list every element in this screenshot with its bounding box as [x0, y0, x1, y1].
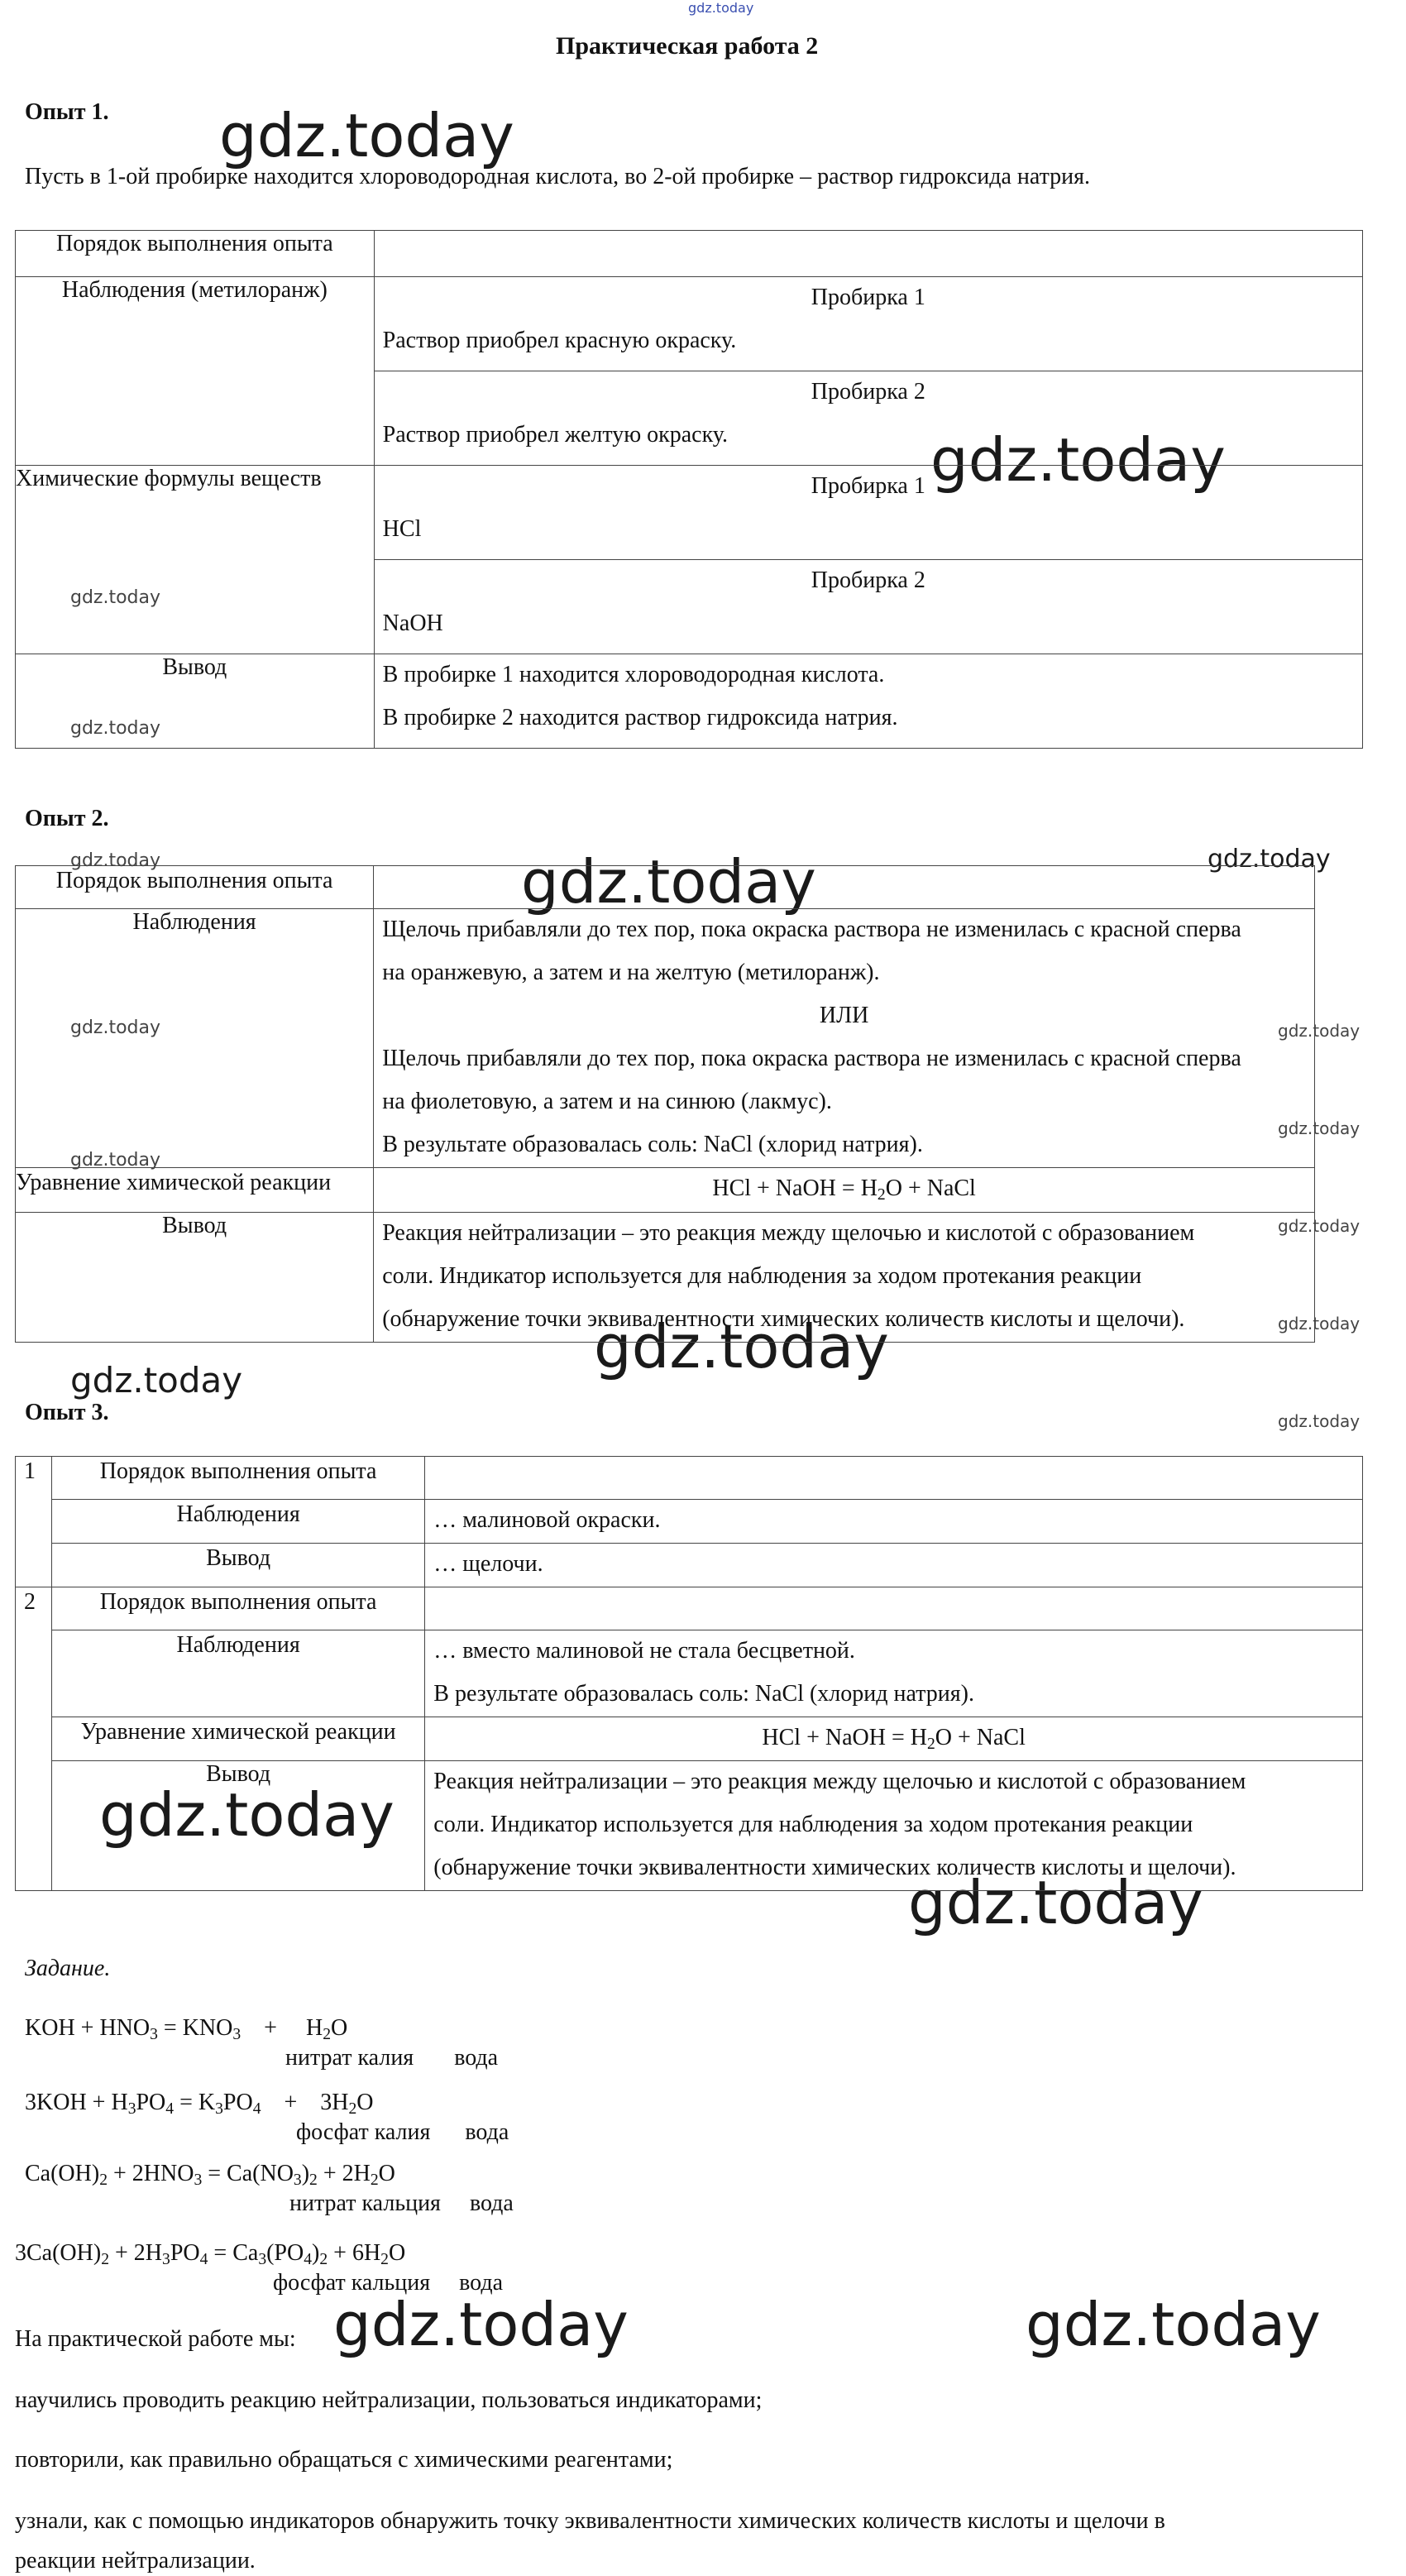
concl-line: соли. Индикатор используется для наблюдения за ходом протекания реакции — [382, 1263, 1142, 1289]
obs-line: Щелочь прибавляли до тех пор, пока окраска раствора не изменилась с красной сперва — [382, 1046, 1241, 1071]
product-name: вода — [454, 2045, 499, 2071]
exp1-intro: Пусть в 1-ой пробирке находится хлороводородная кислота, во 2-ой пробирке – раствор гидроксида натрия. — [25, 164, 1091, 189]
exp1-obs-label: Наблюдения (метилоранж) — [16, 277, 375, 466]
equation-4: $3Ca(OH)_2 + 2H_3PO_4 = Ca_3(PO_4)_2 + 6H_2O$ — [15, 2240, 406, 2268]
eq3-product-name — [289, 2191, 514, 2217]
watermark: gdz.today — [70, 718, 161, 739]
summary-line: реакции нейтрализации. — [15, 2548, 256, 2574]
watermark: gdz.today — [219, 101, 514, 170]
exp2-table — [15, 865, 1315, 1343]
exp1-order-label: Порядок выполнения опыта — [16, 231, 375, 277]
obs2-line: … вместо малиновой не стала бесцветной. — [433, 1638, 855, 1664]
reaction-equation — [374, 1168, 1314, 1211]
equation-1: KOH + $HNO_3 = KNO_3$ + $H_2O$ — [25, 2015, 348, 2043]
tube2-heading: Пробирка 2 — [811, 379, 925, 405]
task-heading: Задание. — [25, 1956, 111, 1981]
formula1-text: HCl — [382, 516, 422, 542]
product-name: фосфат кальция — [273, 2270, 431, 2296]
summary-intro: На практической работе мы: — [15, 2326, 296, 2352]
obs2-text: Раствор приобрел желтую окраску. — [382, 422, 729, 448]
watermark: gdz.today — [1026, 2290, 1321, 2359]
watermark: gdz.today — [1278, 1411, 1361, 1431]
concl-line: соли. Индикатор используется для наблюдения за ходом протекания реакции — [433, 1812, 1193, 1837]
summary-line: узнали, как с помощью индикаторов обнаружить точку эквивалентности химических количеств кислоты и щелочи в — [15, 2508, 1165, 2534]
exp1-concl-value — [374, 654, 1362, 749]
obs-line: Щелочь прибавляли до тех пор, пока окраска раствора не изменилась с красной сперва — [382, 917, 1241, 942]
obs-line: на оранжевую, а затем и на желтую (метилоранж). — [382, 960, 880, 985]
exp3-table — [15, 1456, 1363, 1891]
tube1-heading: Пробирка 1 — [811, 473, 925, 499]
obs-line: на фиолетовую, а затем и на синюю (лакмус). — [382, 1089, 832, 1114]
equation-2: $3KOH + H_3PO_4 = K_3PO_4$ + $3H_2O$ — [25, 2090, 374, 2118]
exp3-n1: 1 — [16, 1457, 52, 1587]
exp3-n2: 2 — [16, 1587, 52, 1891]
exp3-heading: Опыт 3. — [25, 1400, 109, 1425]
summary-line: научились проводить реакцию нейтрализации, пользоваться индикаторами; — [15, 2387, 763, 2413]
summary-line: повторили, как правильно обращаться с химическими реагентами; — [15, 2447, 673, 2473]
product-name: вода — [459, 2270, 504, 2296]
watermark: gdz.today — [1208, 845, 1331, 874]
watermark-top: gdz.today — [688, 0, 754, 16]
exp1-order-value — [374, 231, 1362, 277]
obs-line: ИЛИ — [819, 1003, 869, 1028]
watermark: gdz.today — [70, 1360, 243, 1401]
exp1-formula-tube1 — [374, 466, 1362, 560]
exp3-concl-label: Вывод — [51, 1761, 424, 1891]
exp1-table — [15, 230, 1363, 749]
obs1-text: Раствор приобрел красную окраску. — [382, 328, 737, 353]
exp1-formulas-label: Химические формулы веществ — [16, 466, 375, 654]
watermark: gdz.today — [70, 1017, 161, 1038]
eq1-product-name — [285, 2045, 498, 2071]
product-name: вода — [469, 2191, 514, 2216]
exp3-obs2-value — [425, 1630, 1363, 1717]
exp2-obs-label: Наблюдения — [16, 909, 374, 1168]
watermark: gdz.today — [99, 1780, 395, 1850]
equation-part: HCl + NaOH = H — [762, 1725, 927, 1750]
exp1-heading: Опыт 1. — [25, 99, 109, 125]
tube1-heading: Пробирка 1 — [811, 285, 925, 310]
watermark: gdz.today — [1278, 1314, 1361, 1333]
exp1-obs-tube1 — [374, 277, 1362, 371]
watermark: gdz.today — [70, 1150, 161, 1171]
exp1-obs-tube2 — [374, 371, 1362, 466]
equation-subscript: 2 — [926, 1735, 935, 1753]
watermark: gdz.today — [908, 1868, 1203, 1937]
exp3-obs-label: Наблюдения — [51, 1630, 424, 1717]
exp2-heading: Опыт 2. — [25, 806, 109, 831]
exp2-eq-value — [374, 1168, 1315, 1213]
watermark: gdz.today — [930, 425, 1226, 495]
exp2-concl-label: Вывод — [16, 1213, 374, 1343]
formula2-text: NaOH — [382, 610, 443, 636]
watermark: gdz.today — [333, 2290, 629, 2359]
exp3-concl-label: Вывод — [51, 1544, 424, 1587]
exp2-obs-value — [374, 909, 1315, 1168]
exp2-order-label: Порядок выполнения опыта — [16, 866, 374, 909]
eq2-product-name — [296, 2119, 509, 2146]
exp2-order-value — [374, 866, 1315, 909]
product-name: фосфат калия — [296, 2119, 431, 2145]
concl-line: (обнаружение точки эквивалентности химических количеств кислоты и щелочи). — [433, 1855, 1236, 1880]
exp3-eq-label: Уравнение химической реакции — [51, 1717, 424, 1761]
watermark: gdz.today — [1278, 1118, 1361, 1138]
obs2-line: В результате образовалась соль: NaCl (хлорид натрия). — [433, 1681, 974, 1707]
equation-part: O + NaCl — [935, 1725, 1026, 1750]
exp1-concl-label: Вывод — [16, 654, 375, 749]
concl1-text: В пробирке 1 находится хлороводородная кислота. — [382, 662, 885, 687]
obs1-text: … малиновой окраски. — [433, 1507, 661, 1533]
product-name: нитрат калия — [285, 2045, 414, 2071]
obs-line: В результате образовалась соль: NaCl (хлорид натрия). — [382, 1132, 923, 1157]
watermark: gdz.today — [1278, 1021, 1361, 1041]
watermark: gdz.today — [594, 1312, 889, 1381]
watermark: gdz.today — [70, 850, 161, 871]
exp3-order-label: Порядок выполнения опыта — [51, 1457, 424, 1500]
exp1-formula-tube2 — [374, 560, 1362, 654]
watermark: gdz.today — [70, 587, 161, 608]
watermark: gdz.today — [1278, 1216, 1361, 1236]
equation-3: $Ca(OH)_2 + 2HNO_3 = Ca(NO_3)_2 + 2H_2O$ — [25, 2161, 395, 2189]
exp3-obs-value — [425, 1500, 1363, 1544]
concl1-text: … щелочи. — [433, 1551, 543, 1577]
reaction-equation — [425, 1717, 1362, 1760]
concl-line: (обнаружение точки эквивалентности химических количеств кислоты и щелочи). — [382, 1306, 1185, 1332]
eq4-product-name — [273, 2270, 503, 2296]
exp3-order-value — [425, 1587, 1363, 1630]
exp3-eq-value — [425, 1717, 1363, 1761]
exp3-obs-label: Наблюдения — [51, 1500, 424, 1544]
product-name: нитрат кальция — [289, 2191, 441, 2216]
exp3-concl-value — [425, 1544, 1363, 1587]
exp3-concl-value — [425, 1761, 1363, 1891]
equation-subscript: 2 — [877, 1185, 886, 1204]
concl-line: Реакция нейтрализации – это реакция между щелочью и кислотой с образованием — [382, 1220, 1195, 1246]
concl-line: Реакция нейтрализации – это реакция между щелочью и кислотой с образованием — [433, 1769, 1246, 1794]
tube2-heading: Пробирка 2 — [811, 567, 925, 593]
product-name: вода — [465, 2119, 509, 2145]
exp2-eq-label: Уравнение химической реакции — [16, 1168, 374, 1213]
page-title: Практическая работа 2 — [556, 32, 819, 60]
watermark: gdz.today — [521, 847, 816, 917]
concl2-text: В пробирке 2 находится раствор гидроксида натрия. — [382, 705, 898, 730]
exp3-order-label: Порядок выполнения опыта — [51, 1587, 424, 1630]
exp2-concl-value — [374, 1213, 1315, 1343]
equation-part: HCl + NaOH = H — [712, 1175, 878, 1201]
exp3-order-value — [425, 1457, 1363, 1500]
equation-part: O + NaCl — [885, 1175, 976, 1201]
